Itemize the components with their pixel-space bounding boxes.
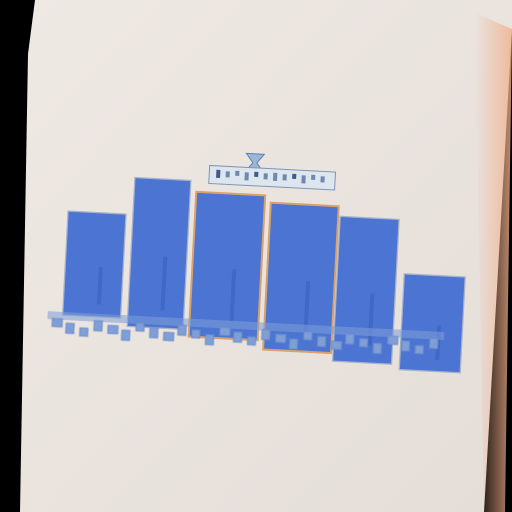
bar-3 — [189, 192, 265, 340]
header-pattern-mark — [226, 171, 230, 177]
scale-mark-2 — [66, 323, 75, 333]
header-pattern-mark — [292, 174, 296, 179]
scale-mark-27 — [415, 345, 423, 353]
scale-mark-20 — [317, 336, 326, 346]
scale-mark-7 — [136, 323, 144, 331]
bar-2 — [127, 178, 191, 330]
scale-mark-10 — [178, 325, 187, 335]
scale-mark-12 — [205, 334, 214, 344]
scale-mark-5 — [108, 325, 118, 334]
scale-mark-22 — [346, 334, 355, 344]
scale-mark-13 — [220, 327, 230, 336]
scale-mark-18 — [289, 339, 298, 349]
scale-mark-16 — [262, 329, 271, 339]
bar-1 — [63, 211, 126, 318]
scale-mark-4 — [94, 321, 103, 331]
scale-mark-6 — [121, 330, 130, 340]
header-pattern-mark — [282, 174, 286, 180]
scale-mark-8 — [150, 328, 159, 338]
header-pattern-mark — [301, 175, 305, 183]
scale-mark-15 — [247, 337, 255, 345]
header-pattern-mark — [320, 176, 324, 182]
header-pattern-mark — [311, 175, 315, 180]
header-pattern-mark — [244, 172, 248, 180]
header-pattern-mark — [235, 171, 239, 176]
scale-mark-14 — [233, 332, 242, 342]
header-pattern-mark — [216, 170, 220, 178]
scale-mark-9 — [163, 332, 173, 341]
scale-mark-23 — [359, 339, 367, 347]
scale-mark-26 — [401, 341, 410, 351]
scale-mark-3 — [80, 328, 88, 336]
scale-mark-1 — [52, 318, 62, 327]
bar-6 — [399, 274, 465, 373]
scale-mark-19 — [304, 332, 312, 340]
header-pattern-mark — [254, 172, 258, 177]
header-pattern-mark — [264, 173, 268, 179]
scale-mark-25 — [388, 336, 398, 345]
scale-mark-28 — [429, 338, 438, 348]
scale-mark-24 — [373, 343, 382, 353]
scale-mark-11 — [192, 330, 200, 338]
header-pattern-mark — [273, 173, 277, 181]
scale-mark-17 — [276, 334, 286, 343]
scale-mark-21 — [331, 341, 341, 350]
